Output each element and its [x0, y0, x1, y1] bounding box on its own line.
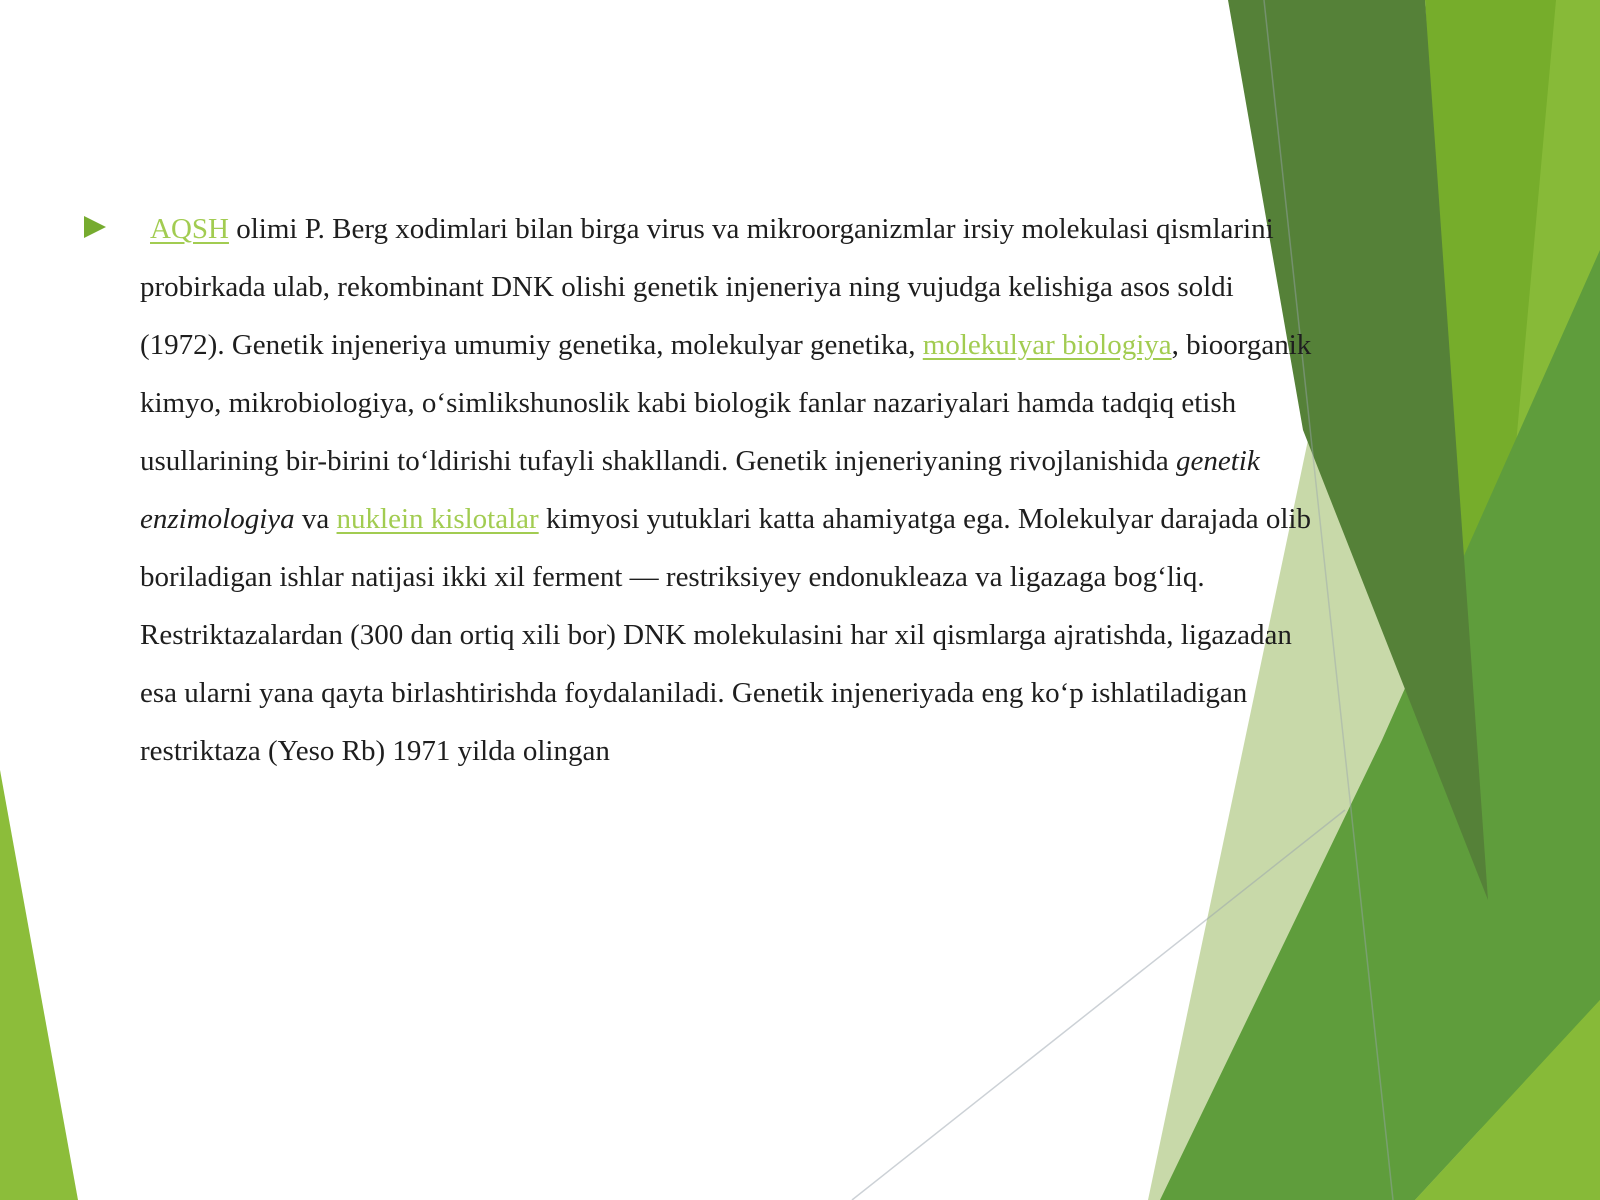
slide-body [140, 200, 1312, 780]
bullet-triangle-shape [84, 216, 106, 238]
inline-link[interactable]: nuklein kislotalar [336, 503, 539, 535]
text-run: kimyosi yutuklari katta ahamiyatga ega. Molekulyar darajada olib boriladigan ishlar natijasi ikki xil ferment — restriksiyey endonukleaza va ligazaga bogʻliq. Restriktazalardan (300 dan ortiq xili bor) DNK molekulasini har xil qismlarga ajratishda, ligazadan esa ularni yana qayta birlashtirishda foydalaniladi. Genetik injeneriyada eng koʻp ishlatiladigan restriktaza (Yeso Rb) 1971 yilda olingan [140, 503, 1311, 767]
bullet-triangle-icon [84, 216, 108, 240]
inline-link[interactable]: AQSH [150, 213, 229, 245]
italic-text-run: genetik enzimologiya [140, 445, 1260, 535]
inline-link[interactable]: molekulyar biologiya [922, 329, 1172, 361]
text-run: va [294, 503, 337, 535]
text-run: olimi P. Berg xodimlari bilan birga virus va mikroorganizmlar irsiy molekulasi qismlarini probirkada ulab, rekombinant DNK olishi genetik injeneriya ning vujudga kelishiga asos soldi (1972). Genetik injeneriya umumiy genetika, molekulyar genetika, [140, 213, 1274, 361]
bullet-paragraph [140, 200, 1312, 780]
text-run: , bioorganik kimyo, mikrobiologiya, oʻsimlikshunoslik kabi biologik fanlar nazariyalari hamda tadqiq etish usullarining bir-birini toʻldirishi tufayli shakllandi. Genetik injeneriyaning rivojlanishida [140, 329, 1312, 477]
